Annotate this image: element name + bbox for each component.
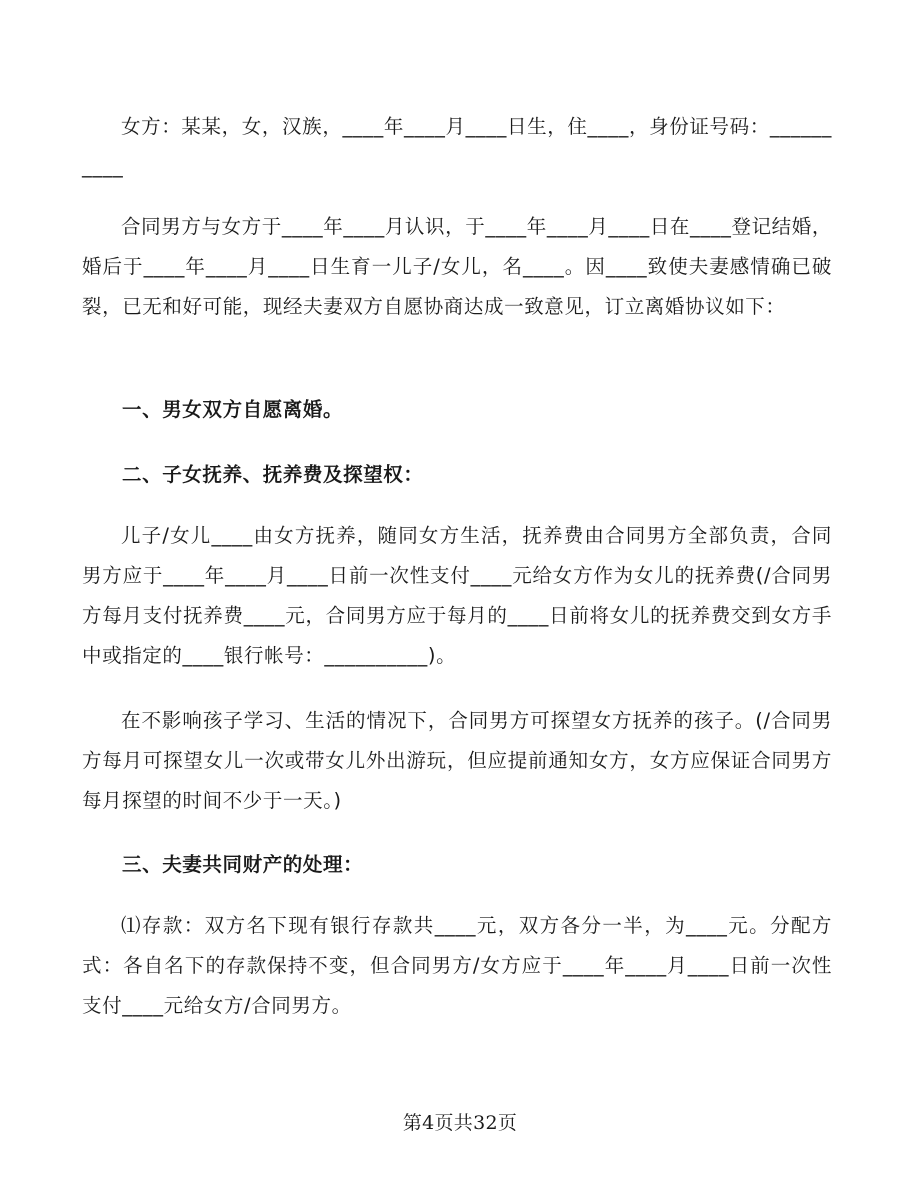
heading-child-custody: 二、子女抚养、抚养费及探望权： (122, 463, 424, 486)
heading-joint-property: 三、夫妻共同财产的处理： (122, 853, 364, 876)
page-number-footer: 第4页共32页 (402, 1112, 518, 1134)
heading-voluntary-divorce: 一、男女双方自愿离婚。 (122, 398, 344, 421)
paragraph-child-support: 儿子/女儿____由女方抚养，随同女方生活，抚养费由合同男方全部负责，合同男方应于____年____月____日前一次性支付____元给女方作为女儿的抚养费(/合同男方每月支付抚养费____元，合同男方应于每月的____日前将女儿的抚养费交到女方手中或指定的____银行帐号：__________)。 (82, 524, 832, 667)
paragraph-visitation: 在不影响孩子学习、生活的情况下，合同男方可探望女方抚养的孩子。(/合同男方每月可探望女儿一次或带女儿外出游玩，但应提前通知女方，女方应保证合同男方每月探望的时间不少于一天。) (82, 709, 832, 812)
paragraph-savings: ⑴存款：双方名下现有银行存款共____元，双方各分一半，为____元。分配方式：各自名下的存款保持不变，但合同男方/女方应于____年____月____日前一次性支付____元给女方/合同男方。 (82, 914, 832, 1017)
paragraph-marriage-background: 合同男方与女方于____年____月认识，于____年____月____日在____登记结婚，婚后于____年____月____日生育一儿子/女儿，名____。因____致使夫妻感情确已破裂，已无和好可能，现经夫妻双方自愿协商达成一致意见，订立离婚协议如下： (82, 215, 832, 318)
paragraph-woman-info: 女方：某某，女，汉族，____年____月____日生，住____，身份证号码：__________ (82, 115, 832, 178)
